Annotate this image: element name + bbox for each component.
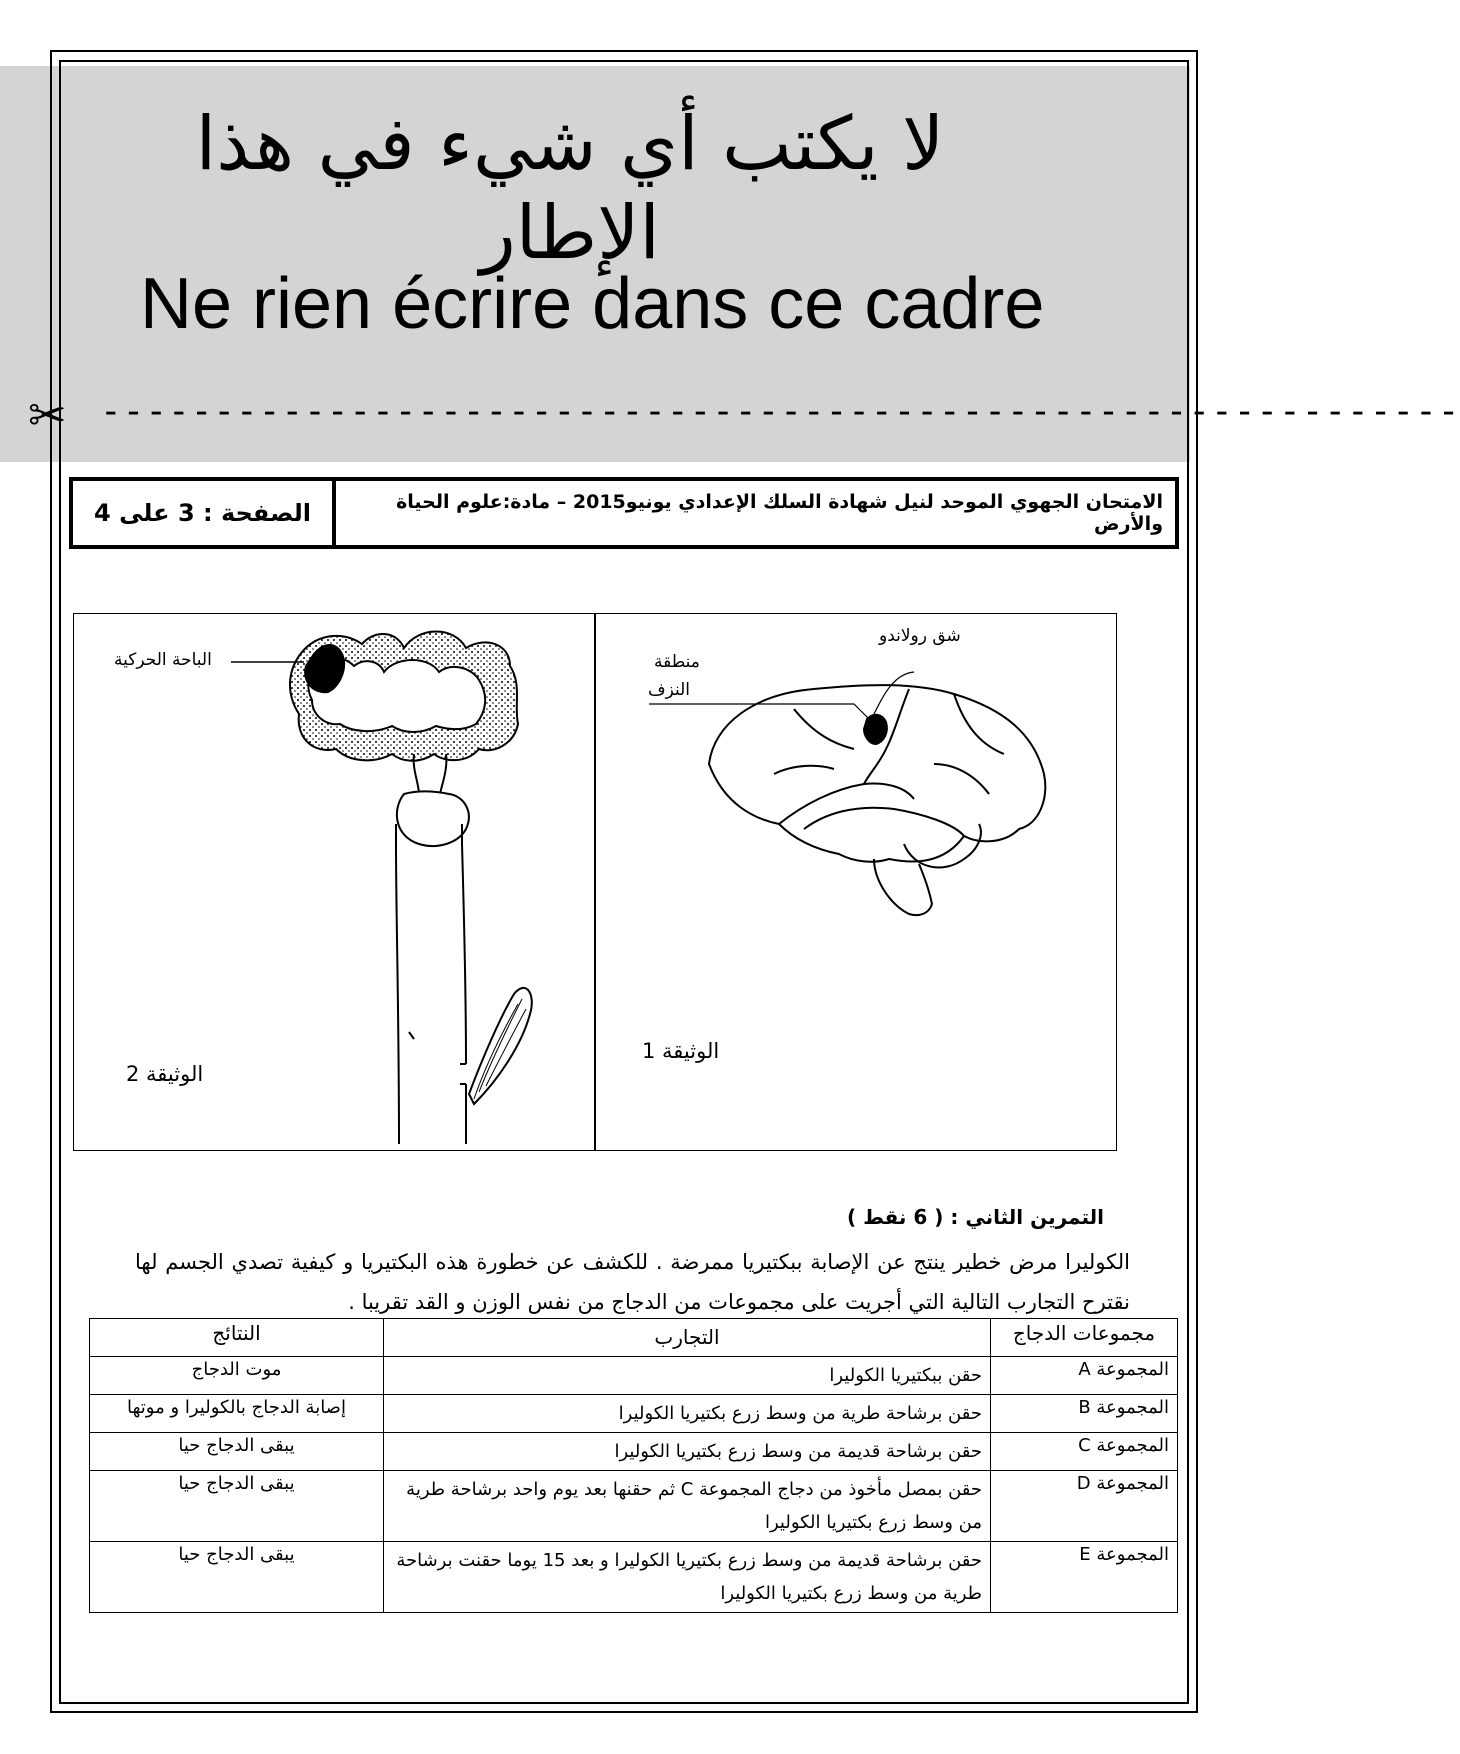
group-cell: المجموعة B [991,1395,1178,1433]
brain-outline [709,685,1045,862]
brain-lateral-drawing [649,672,1045,915]
table-row [90,1433,1178,1471]
bleeding-zone-label-2: النزف [648,680,691,700]
exercise-intro: الكوليرا مرض خطير ينتج عن الإصابة ببكتيريا ممرضة . للكشف عن خطورة هذه البكتيريا و كيفية تصدي الجسم لها نقترح التجارب التالية التي أجريت على مجموعات من الدجاج من نفس الوزن و القد تقريبا . [135,1250,1130,1314]
bleeding-zone-label-1: منطقة [654,652,700,672]
spinal-cord-notch [409,1032,466,1084]
motor-pathway-drawing [231,632,532,1145]
header-experiments: التجارب [384,1319,991,1357]
experiment-cell: حقن برشاحة قديمة من وسط زرع بكتيريا الكوليرا [384,1433,991,1471]
result-cell: إصابة الدجاج بالكوليرا و موتها [90,1395,384,1433]
group-cell: المجموعة D [991,1471,1178,1542]
cerebellum [904,824,981,867]
table-row [90,1542,1178,1613]
hemorrhage-zone [864,715,887,744]
result-cell: يبقى الدجاج حيا [90,1433,384,1471]
brainstem-top-right [440,754,446,794]
doc1-caption: الوثيقة 1 [642,1039,720,1063]
table-header-row [90,1319,1178,1357]
lateral-sulcus [779,784,914,824]
experiment-cell: حقن بمصل مأخوذ من دجاج المجموعة C ثم حقنها بعد يوم واحد برشاحة طرية من وسط زرع بكتيريا الكوليرا [384,1471,991,1542]
spinal-cord-right [462,824,466,1144]
result-cell: موت الدجاج [90,1357,384,1395]
group-cell: المجموعة E [991,1542,1178,1613]
header-divider [332,481,336,545]
temporal-lobe [804,808,964,836]
cut-line: ------------------------------------------------------------ [100,391,1460,432]
header-results: النتائج [90,1319,384,1357]
experiment-cell: حقن ببكتيريا الكوليرا [384,1357,991,1395]
brainstem [874,859,932,915]
spinal-cord-left [396,824,399,1144]
no-write-arabic: لا يكتب أي شيء في هذا الإطار [195,101,945,276]
header-groups: مجموعات الدجاج [991,1319,1178,1357]
group-cell: المجموعة C [991,1433,1178,1471]
table-row [90,1471,1178,1542]
parietal-sulcus [774,709,854,774]
exercise-title: التمرين الثاني : ( 6 نقط ) [847,1205,1104,1229]
experiment-cell: حقن برشاحة قديمة من وسط زرع بكتيريا الكوليرا و بعد 15 يوما حقنت برشاحة طرية من وسط زرع بكتيريا الكوليرا [384,1542,991,1613]
hemorrhage-leader [649,704,869,719]
figure-panel [73,613,1117,1151]
page-number: الصفحة : 3 على 4 [94,499,311,527]
experiments-table [89,1318,1178,1613]
group-cell: المجموعة A [991,1357,1178,1395]
rolando-fissure-label: شق رولاندو [879,626,961,646]
no-write-french: Ne rien écrire dans ce cadre [140,264,1045,344]
experiment-cell: حقن برشاحة طرية من وسط زرع بكتيريا الكوليرا [384,1395,991,1433]
table-row [90,1395,1178,1433]
result-cell: يبقى الدجاج حيا [90,1471,384,1542]
exam-header [69,477,1179,549]
motor-area-label: الباحة الحركية [114,650,212,670]
figure-drawings [74,614,1118,1152]
table-row [90,1357,1178,1395]
result-cell: يبقى الدجاج حيا [90,1542,384,1613]
frontal-sulcus [934,694,1004,794]
scissors-icon: ✂ [28,388,67,442]
bulb [397,791,469,846]
exam-title: الامتحان الجهوي الموحد لنيل شهادة السلك الإعدادي يونيو2015 – مادة:علوم الحياة والأرض [396,491,1163,535]
doc2-caption: الوثيقة 2 [126,1062,204,1086]
